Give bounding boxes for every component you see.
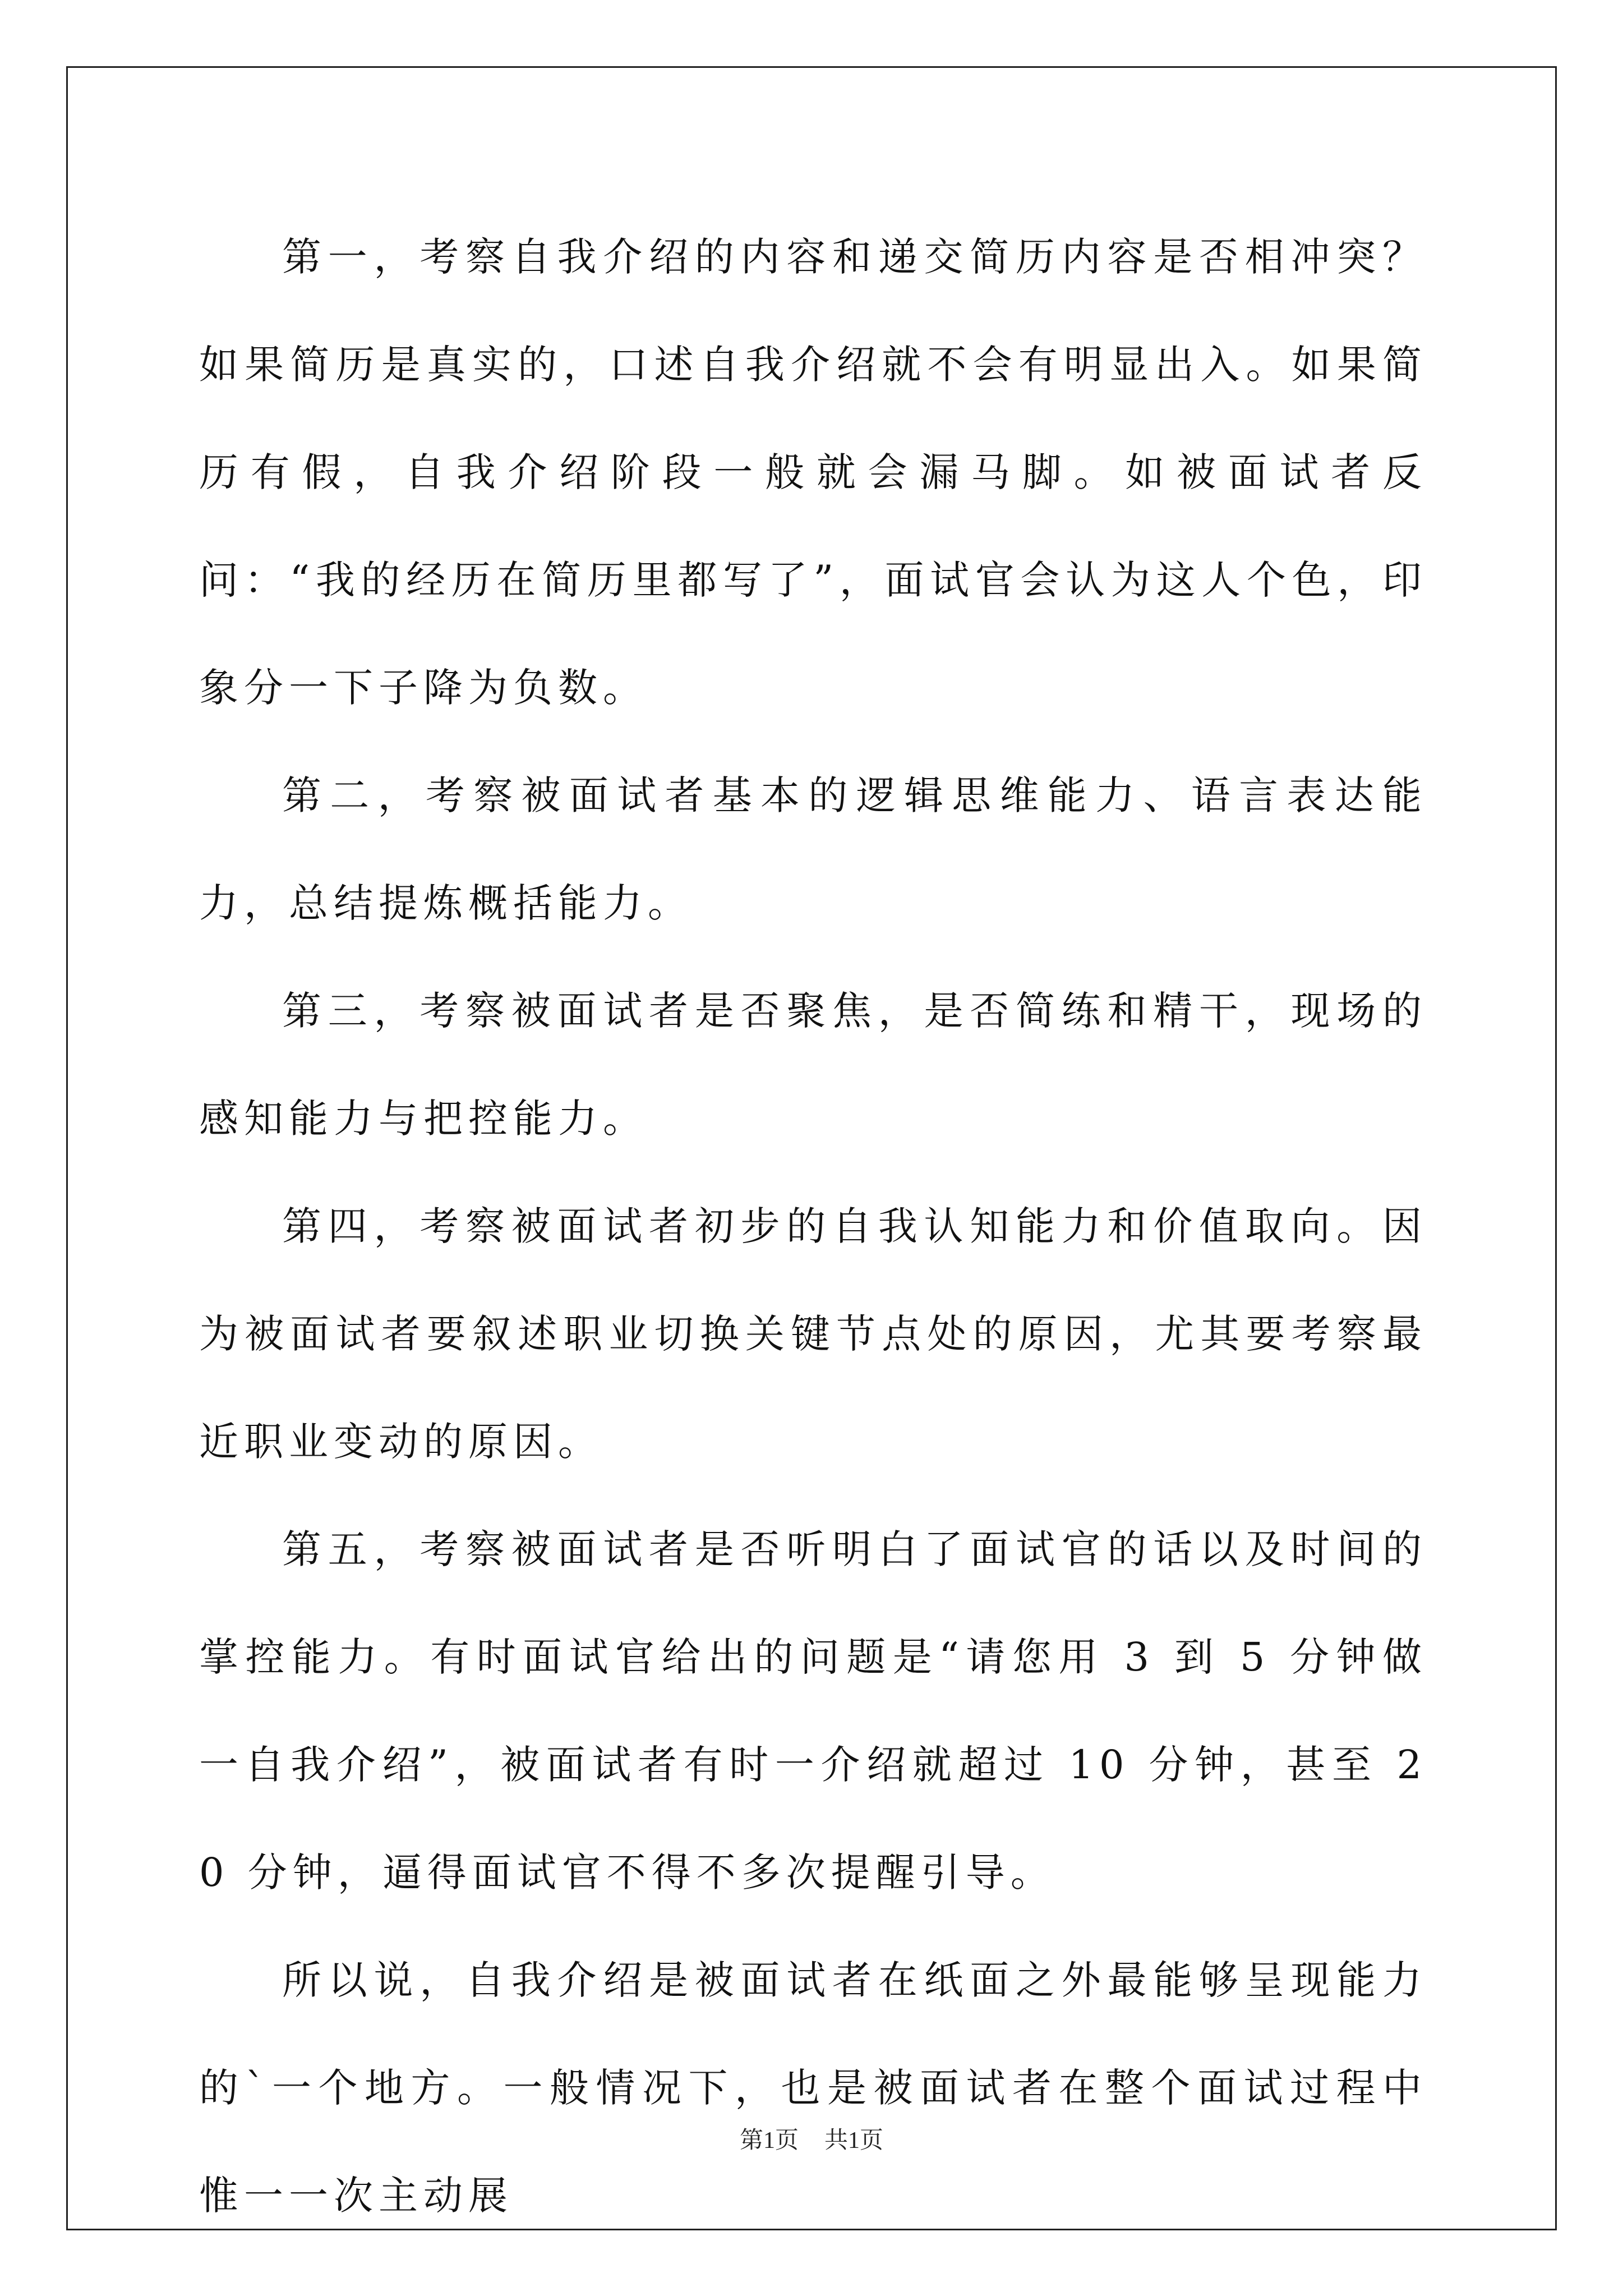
page-footer (0, 2122, 1623, 2155)
paragraph-2: 第二，考察被面试者基本的逻辑思维能力、语言表达能力，总结提炼概括能力。 (199, 772, 1427, 926)
document-body (199, 203, 1427, 2249)
paragraph-5: 第五，考察被面试者是否听明白了面试官的话以及时间的掌控能力。有时面试官给出的问题是“请您用 3 到 5 分钟做一自我介绍”，被面试者有时一介绍就超过 10 分钟，甚至 20 分钟，逼得面试官不得不多次提醒引导。 (199, 1526, 1427, 1895)
page-number: 第1页 (739, 2128, 799, 2154)
page-total: 共1页 (824, 2128, 884, 2154)
paragraph-1: 第一，考察自我介绍的内容和递交简历内容是否相冲突？如果简历是真实的，口述自我介绍就不会有明显出入。如果简历有假，自我介绍阶段一般就会漏马脚。如被面试者反问：“我的经历在简历里都写了”，面试官会认为这人个色，印象分一下子降为负数。 (199, 234, 1427, 711)
paragraph-4: 第四，考察被面试者初步的自我认知能力和价值取向。因为被面试者要叙述职业切换关键节点处的原因，尤其要考察最近职业变动的原因。 (199, 1203, 1427, 1465)
paragraph-3: 第三，考察被面试者是否聚焦，是否简练和精干，现场的感知能力与把控能力。 (199, 988, 1427, 1142)
paragraph-6: 所以说，自我介绍是被面试者在纸面之外最能够呈现能力的`一个地方。一般情况下，也是被面试者在整个面试过程中惟一一次主动展 (199, 1957, 1427, 2219)
